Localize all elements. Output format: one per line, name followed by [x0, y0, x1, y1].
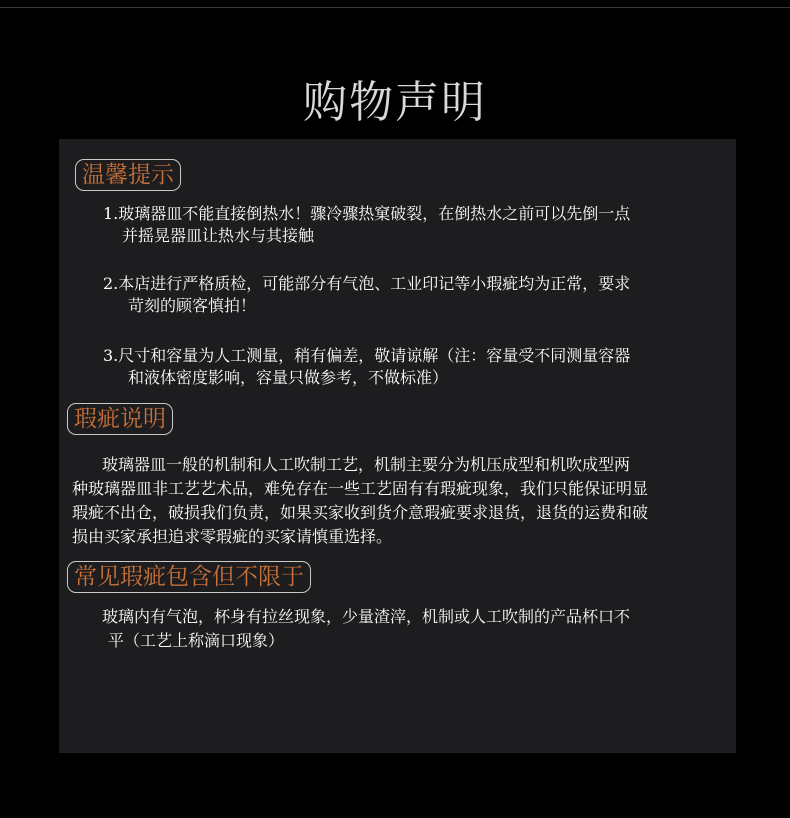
flaw-line-4: 损由买家承担追求零瑕疵的买家请慎重选择。 [72, 527, 393, 546]
tips-section-label: 温馨提示 [75, 159, 181, 191]
tips-item-3-line-2: 和液体密度影响，容量只做参考，不做标准） [128, 368, 449, 387]
common-flaws-line-2: 平（工艺上称滴口现象） [108, 631, 285, 650]
flaw-line-2: 种玻璃器皿非工艺艺术品，难免存在一些工艺固有有瑕疵现象，我们只能保证明显 [72, 479, 649, 498]
common-flaws-section-label: 常见瑕疵包含但不限于 [67, 561, 311, 593]
tips-item-2-line-1: 2.本店进行严格质检，可能部分有气泡、工业印记等小瑕疵均为正常，要求 [103, 274, 631, 293]
tips-item-2-line-2: 苛刻的顾客慎拍！ [128, 296, 257, 315]
tips-item-1-line-2: 并摇晃器皿让热水与其接触 [122, 226, 315, 245]
top-divider [0, 0, 790, 8]
flaw-line-1: 玻璃器皿一般的机制和人工吹制工艺，机制主要分为机压成型和机吹成型两 [102, 455, 631, 474]
tips-item-3-line-1: 3.尺寸和容量为人工测量，稍有偏差，敬请谅解（注：容量受不同测量容器 [103, 346, 631, 365]
common-flaws-paragraph [102, 605, 630, 653]
page-title: 购物声明 [303, 77, 487, 129]
notice-panel [59, 139, 736, 753]
tips-item-3 [103, 345, 630, 389]
tips-item-1 [103, 203, 630, 247]
common-flaws-line-1: 玻璃内有气泡，杯身有拉丝现象，少量渣滓，机制或人工吹制的产品杯口不 [102, 607, 631, 626]
flaw-line-3: 瑕疵不出仓，破损我们负责，如果买家收到货介意瑕疵要求退货，退货的运费和破 [72, 503, 649, 522]
flaw-paragraph [72, 453, 648, 549]
tips-item-2 [103, 273, 630, 317]
tips-item-1-line-1: 1.玻璃器皿不能直接倒热水！骤冷骤热窠破裂，在倒热水之前可以先倒一点 [103, 204, 631, 223]
flaw-section-label: 瑕疵说明 [67, 403, 173, 435]
